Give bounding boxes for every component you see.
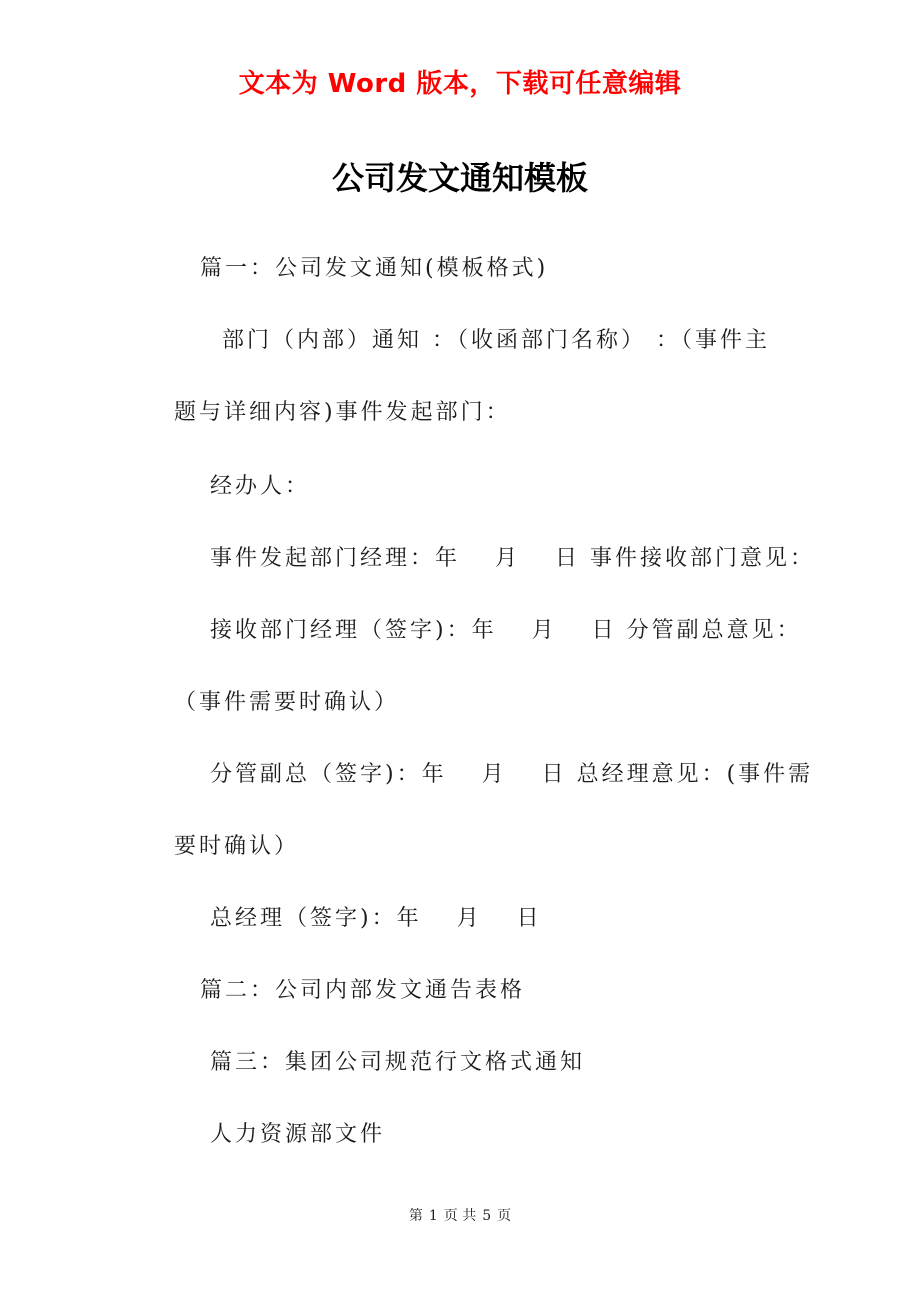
paragraph-line: 总经理（签字)：年 月 日 bbox=[210, 906, 542, 931]
paragraph-line: 要时确认） bbox=[174, 834, 300, 859]
page-number-footer bbox=[0, 1206, 920, 1226]
paragraph-line: 人力资源部文件 bbox=[210, 1122, 386, 1147]
editable-notice-banner: 文本为 Word 版本，下载可任意编辑 bbox=[238, 69, 682, 99]
paragraph-line: 经办人： bbox=[210, 474, 311, 499]
footer-prefix: 第 bbox=[408, 1208, 423, 1224]
footer-mid: 页 共 bbox=[443, 1208, 477, 1224]
footer-current-page: 1 bbox=[428, 1208, 438, 1224]
paragraph-line: 篇三：集团公司规范行文格式通知 bbox=[210, 1050, 586, 1075]
footer-suffix: 页 bbox=[497, 1208, 512, 1224]
paragraph-line: 部门（内部）通知 ：（收函部门名称） ：（事件主 bbox=[222, 328, 770, 353]
paragraph-line: 篇二：公司内部发文通告表格 bbox=[200, 978, 526, 1003]
footer-total-pages: 5 bbox=[482, 1208, 492, 1224]
document-title: 公司发文通知模板 bbox=[331, 159, 588, 197]
paragraph-line: 接收部门经理（签字)：年 月 日 分管副总意见： bbox=[210, 618, 802, 643]
paragraph-line: 事件发起部门经理：年 月 日 事件接收部门意见： bbox=[210, 546, 815, 571]
paragraph-line: 分管副总（签字)：年 月 日 总经理意见：(事件需 bbox=[210, 762, 814, 787]
paragraph-line: 题与详细内容)事件发起部门： bbox=[174, 400, 511, 425]
paragraph-line: 篇一：公司发文通知(模板格式) bbox=[200, 256, 549, 281]
paragraph-line: （事件需要时确认） bbox=[174, 690, 400, 715]
